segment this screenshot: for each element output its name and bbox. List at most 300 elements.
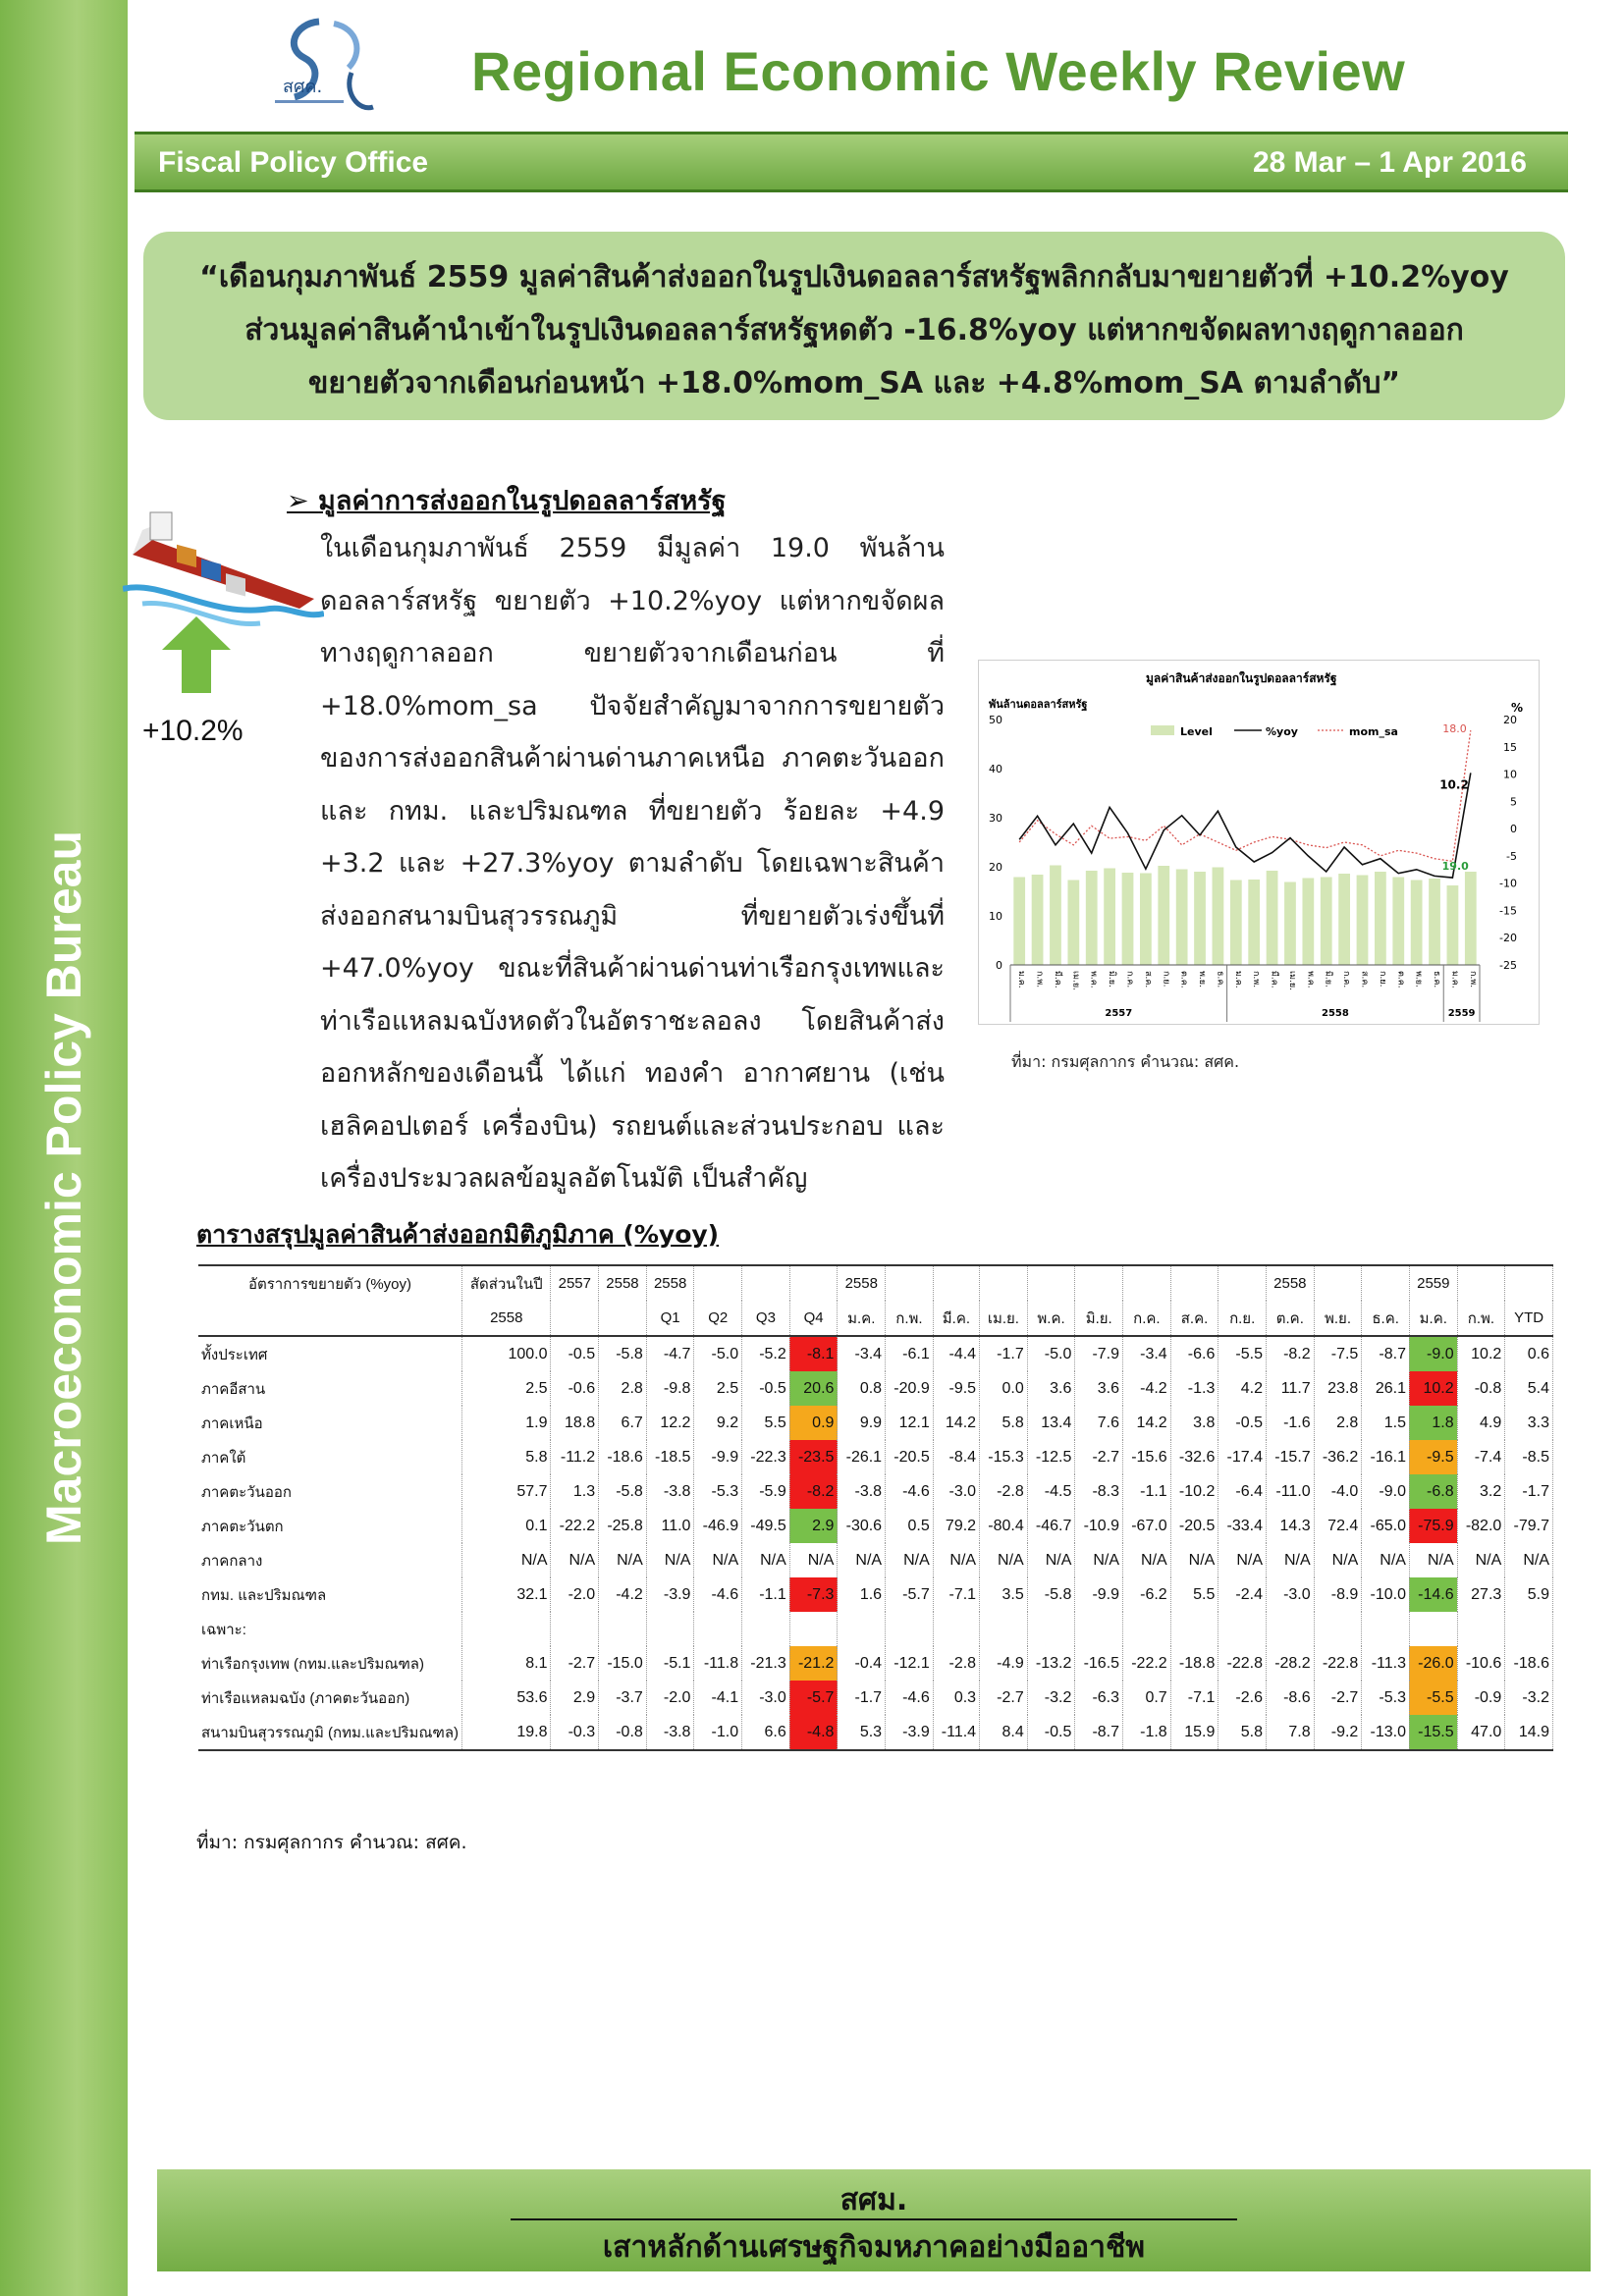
table-cell: -8.7 <box>1362 1336 1410 1371</box>
bar <box>1140 874 1152 966</box>
chart-y2label: % <box>1511 701 1524 715</box>
bar <box>1447 885 1459 965</box>
table-cell: -4.5 <box>1027 1474 1075 1509</box>
summary-quote <box>143 232 1565 420</box>
table-cell: 2558 <box>1267 1265 1315 1301</box>
table-cell: -12.5 <box>1027 1440 1075 1474</box>
x-tick-label: ก.ย. <box>1377 971 1387 988</box>
table-cell: -11.0 <box>1267 1474 1315 1509</box>
x-tick-label: ต.ค. <box>1178 971 1189 988</box>
row-label: ภาคใต้ <box>198 1440 462 1474</box>
y2-tick-label: -10 <box>1499 877 1517 890</box>
table-cell <box>694 1265 742 1301</box>
table-cell: 11.7 <box>1267 1371 1315 1406</box>
y-tick-label: 20 <box>989 861 1002 874</box>
quote-line: “เดือนกุมภาพันธ์ 2559 มูลค่าสินค้าส่งออกในรูปเงินดอลลาร์สหรัฐพลิกกลับมาขยายตัวที่ +10.2%yoy <box>199 260 1509 294</box>
table-cell: 19.8 <box>462 1715 551 1750</box>
x-tick-label: ก.ค. <box>1341 971 1352 988</box>
row-label: ภาคตะวันออก <box>198 1474 462 1509</box>
table-row <box>198 1681 1553 1715</box>
table-cell: 0.1 <box>462 1509 551 1543</box>
chart-source: ที่มา: กรมศุลกากร คำนวณ: สศค. <box>1011 1052 1240 1071</box>
series-line-mom-sa <box>1019 730 1471 861</box>
legend-swatch-level <box>1151 725 1174 735</box>
table-cell: 100.0 <box>462 1336 551 1371</box>
table-cell: -22.8 <box>1218 1646 1267 1681</box>
table-cell: -3.2 <box>1027 1681 1075 1715</box>
table-cell: -20.9 <box>886 1371 934 1406</box>
bar <box>1050 866 1061 966</box>
table-cell: -15.0 <box>599 1646 647 1681</box>
table-cell: 3.8 <box>1170 1406 1218 1440</box>
row-label: เฉพาะ: <box>198 1612 462 1646</box>
table-cell: N/A <box>1362 1543 1410 1577</box>
legend-label: Level <box>1180 725 1213 738</box>
table-cell: -1.7 <box>980 1336 1028 1371</box>
table-cell: 8.4 <box>980 1715 1028 1750</box>
table-cell: 20.6 <box>789 1371 838 1406</box>
table-cell <box>1218 1265 1267 1301</box>
footer-divider <box>511 2218 1237 2220</box>
table-cell: -9.0 <box>1362 1474 1410 1509</box>
table-header-row <box>198 1265 1553 1301</box>
table-source: ที่มา: กรมศุลกากร คำนวณ: สศค. <box>196 1832 467 1853</box>
x-tick-label: พ.ย. <box>1197 971 1208 988</box>
table-cell: 3.6 <box>1027 1371 1075 1406</box>
table-cell: ก.พ. <box>886 1301 934 1336</box>
table-cell <box>1027 1612 1075 1646</box>
table-cell: -0.5 <box>1218 1406 1267 1440</box>
table-cell: 2557 <box>551 1265 599 1301</box>
table-cell: Q4 <box>789 1301 838 1336</box>
table-cell: พ.ค. <box>1027 1301 1075 1336</box>
table-cell: -2.7 <box>551 1646 599 1681</box>
table-cell: 2558 <box>646 1265 694 1301</box>
table-cell: -15.5 <box>1409 1715 1457 1750</box>
table-cell: -7.5 <box>1314 1336 1362 1371</box>
table-cell: -8.1 <box>789 1336 838 1371</box>
table-cell: 72.4 <box>1314 1509 1362 1543</box>
table-cell: 12.2 <box>646 1406 694 1440</box>
table-cell: -3.8 <box>646 1474 694 1509</box>
table-cell: -13.2 <box>1027 1646 1075 1681</box>
table-cell: 1.9 <box>462 1406 551 1440</box>
bullet-arrow-icon: ➢ <box>287 486 319 516</box>
table-cell: 0.6 <box>1505 1336 1553 1371</box>
table-cell <box>1457 1265 1505 1301</box>
table-cell <box>742 1265 790 1301</box>
y2-tick-label: -5 <box>1506 849 1517 863</box>
bar <box>1013 878 1025 966</box>
table-cell <box>1409 1612 1457 1646</box>
bar <box>1104 869 1115 966</box>
table-cell: 10.2 <box>1409 1371 1457 1406</box>
table-cell: -14.6 <box>1409 1577 1457 1612</box>
table-cell: -10.9 <box>1075 1509 1123 1543</box>
x-tick-label: มี.ค. <box>1052 971 1062 988</box>
bar <box>1230 881 1242 966</box>
table-cell <box>551 1612 599 1646</box>
bar <box>1338 874 1350 965</box>
table-cell: N/A <box>1457 1543 1505 1577</box>
table-cell: 13.4 <box>1027 1406 1075 1440</box>
table-cell: -8.2 <box>789 1474 838 1509</box>
bar <box>1086 871 1098 965</box>
table-cell: 23.8 <box>1314 1371 1362 1406</box>
table-cell: 14.2 <box>1123 1406 1171 1440</box>
table-cell: N/A <box>1075 1543 1123 1577</box>
table-cell <box>933 1612 979 1646</box>
table-cell: 32.1 <box>462 1577 551 1612</box>
table-cell: -0.4 <box>838 1646 886 1681</box>
table-cell: -3.4 <box>1123 1336 1171 1371</box>
y-tick-label: 40 <box>989 763 1002 775</box>
table-cell: 7.6 <box>1075 1406 1123 1440</box>
table-cell: -15.7 <box>1267 1440 1315 1474</box>
row-label <box>198 1301 462 1336</box>
fpo-logo <box>265 14 393 132</box>
table-cell: -4.8 <box>789 1715 838 1750</box>
x-tick-label: เม.ย. <box>1070 971 1081 991</box>
table-cell: -9.9 <box>694 1440 742 1474</box>
table-cell: -25.8 <box>599 1509 647 1543</box>
table-cell: 1.5 <box>1362 1406 1410 1440</box>
table-cell: 3.6 <box>1075 1371 1123 1406</box>
x-tick-label: ก.พ. <box>1251 971 1262 988</box>
table-cell: N/A <box>694 1543 742 1577</box>
table-cell: -10.0 <box>1362 1577 1410 1612</box>
table-cell: 15.9 <box>1170 1715 1218 1750</box>
quote-line: ส่วนมูลค่าสินค้านำเข้าในรูปเงินดอลลาร์สหรัฐหดตัว -16.8%yoy แต่หากขจัดผลทางฤดูกาลออก <box>244 313 1464 347</box>
table-cell: -22.2 <box>551 1509 599 1543</box>
table-cell: 2.8 <box>599 1371 647 1406</box>
table-cell: -2.0 <box>551 1577 599 1612</box>
table-cell <box>789 1612 838 1646</box>
year-label: 2558 <box>1322 1008 1349 1019</box>
table-cell: 18.8 <box>551 1406 599 1440</box>
table-cell: N/A <box>1123 1543 1171 1577</box>
table-cell: 0.5 <box>886 1509 934 1543</box>
table-header-row <box>198 1301 1553 1336</box>
table-cell <box>551 1301 599 1336</box>
table-cell: 9.9 <box>838 1406 886 1440</box>
table-cell: 4.9 <box>1457 1406 1505 1440</box>
y-tick-label: 50 <box>989 714 1002 726</box>
table-cell: -4.0 <box>1314 1474 1362 1509</box>
data-label-mom: 18.0 <box>1442 722 1467 736</box>
y-tick-label: 0 <box>996 959 1002 972</box>
table-cell: ก.ค. <box>1123 1301 1171 1336</box>
table-cell: 2.9 <box>789 1509 838 1543</box>
table-cell: -0.5 <box>1027 1715 1075 1750</box>
bar <box>1194 872 1206 965</box>
table-cell: N/A <box>1505 1543 1553 1577</box>
table-cell <box>886 1612 934 1646</box>
table-cell: -8.2 <box>1267 1336 1315 1371</box>
table-cell: -22.8 <box>1314 1646 1362 1681</box>
table-cell: -33.4 <box>1218 1509 1267 1543</box>
table-cell: -9.5 <box>1409 1440 1457 1474</box>
x-tick-label: ก.ค. <box>1124 971 1135 988</box>
table-cell: -28.2 <box>1267 1646 1315 1681</box>
table-cell: -18.8 <box>1170 1646 1218 1681</box>
x-tick-label: ส.ค. <box>1359 971 1370 988</box>
table-cell: -5.7 <box>886 1577 934 1612</box>
table-cell: -11.3 <box>1362 1646 1410 1681</box>
table-cell: -82.0 <box>1457 1509 1505 1543</box>
table-cell: ส.ค. <box>1170 1301 1218 1336</box>
table-cell <box>1457 1612 1505 1646</box>
table-cell: 2.8 <box>1314 1406 1362 1440</box>
table-cell <box>646 1612 694 1646</box>
table-cell: -16.5 <box>1075 1646 1123 1681</box>
table-cell: สัดส่วนในปี <box>462 1265 551 1301</box>
table-cell: -17.4 <box>1218 1440 1267 1474</box>
table-cell: -4.2 <box>599 1577 647 1612</box>
table-cell: -6.2 <box>1123 1577 1171 1612</box>
table-cell: 3.5 <box>980 1577 1028 1612</box>
table-cell: -8.4 <box>933 1440 979 1474</box>
table-cell <box>599 1301 647 1336</box>
table-cell: -23.5 <box>789 1440 838 1474</box>
table-cell <box>789 1265 838 1301</box>
table-cell <box>1314 1612 1362 1646</box>
table-cell: ต.ค. <box>1267 1301 1315 1336</box>
table-cell: -8.7 <box>1075 1715 1123 1750</box>
table-cell: 3.2 <box>1457 1474 1505 1509</box>
table-cell: -2.6 <box>1218 1681 1267 1715</box>
table-cell: -75.9 <box>1409 1509 1457 1543</box>
table-cell: 14.2 <box>933 1406 979 1440</box>
table-cell: -0.5 <box>551 1336 599 1371</box>
table-cell <box>838 1612 886 1646</box>
header-band <box>135 132 1568 192</box>
table-cell: -3.8 <box>646 1715 694 1750</box>
x-tick-label: พ.ค. <box>1305 971 1316 988</box>
table-cell: 2.5 <box>694 1371 742 1406</box>
table-cell: -3.9 <box>886 1715 934 1750</box>
table-cell: 0.8 <box>838 1371 886 1406</box>
table-cell: -9.8 <box>646 1371 694 1406</box>
table-cell: 8.1 <box>462 1646 551 1681</box>
table-cell: -1.7 <box>1505 1474 1553 1509</box>
table-cell: 11.0 <box>646 1509 694 1543</box>
table-cell: -2.8 <box>933 1646 979 1681</box>
y2-tick-label: 0 <box>1510 823 1517 836</box>
table-cell: -22.2 <box>1123 1646 1171 1681</box>
table-cell: -18.6 <box>599 1440 647 1474</box>
table-cell: 5.8 <box>1218 1715 1267 1750</box>
table-row <box>198 1509 1553 1543</box>
table-cell: 4.2 <box>1218 1371 1267 1406</box>
table-cell: -13.0 <box>1362 1715 1410 1750</box>
quote-line: ขยายตัวจากเดือนก่อนหน้า +18.0%mom_SA และ +4.8%mom_SA ตามลำดับ” <box>307 366 1401 400</box>
table-row <box>198 1646 1553 1681</box>
table-cell: -2.8 <box>980 1474 1028 1509</box>
row-label: ท่าเรือกรุงเทพ (กทม.และปริมณฑล) <box>198 1646 462 1681</box>
table-cell: ม.ค. <box>1409 1301 1457 1336</box>
table-cell: 0.9 <box>789 1406 838 1440</box>
table-cell: -21.3 <box>742 1646 790 1681</box>
y-tick-label: 30 <box>989 812 1002 825</box>
bar <box>1248 880 1260 965</box>
table-cell: 53.6 <box>462 1681 551 1715</box>
issue-date: 28 Mar – 1 Apr 2016 <box>1252 146 1527 179</box>
table-cell <box>1075 1612 1123 1646</box>
table-row <box>198 1612 1553 1646</box>
table-cell: -4.6 <box>694 1577 742 1612</box>
table-cell: -3.0 <box>1267 1577 1315 1612</box>
section-heading <box>287 479 727 521</box>
table-row <box>198 1406 1553 1440</box>
table-cell: -2.0 <box>646 1681 694 1715</box>
table-cell: -6.1 <box>886 1336 934 1371</box>
table-cell <box>1218 1612 1267 1646</box>
footer-org: สศม. <box>839 2183 908 2217</box>
table-cell: -7.1 <box>1170 1681 1218 1715</box>
row-label: ภาคอีสาน <box>198 1371 462 1406</box>
table-row <box>198 1336 1553 1371</box>
chart-legend <box>1151 725 1398 738</box>
bar <box>1375 872 1386 965</box>
x-tick-label: พ.ย. <box>1413 971 1424 988</box>
x-tick-label: เม.ย. <box>1286 971 1297 991</box>
legend-label: mom_sa <box>1349 725 1398 738</box>
table-cell: -2.7 <box>980 1681 1028 1715</box>
table-cell: 5.4 <box>1505 1371 1553 1406</box>
table-cell: -7.3 <box>789 1577 838 1612</box>
table-cell: มิ.ย. <box>1075 1301 1123 1336</box>
table-cell: -3.7 <box>599 1681 647 1715</box>
table-cell: 1.6 <box>838 1577 886 1612</box>
table-cell: -2.7 <box>1314 1681 1362 1715</box>
table-cell: -30.6 <box>838 1509 886 1543</box>
table-cell: ก.ย. <box>1218 1301 1267 1336</box>
table-cell: -5.9 <box>742 1474 790 1509</box>
table-cell: -6.4 <box>1218 1474 1267 1509</box>
table-cell <box>1075 1265 1123 1301</box>
x-tick-label: ธ.ค. <box>1215 971 1225 988</box>
section-body: ในเดือนกุมภาพันธ์ 2559 มีมูลค่า 19.0 พันล้านดอลลาร์สหรัฐ ขยายตัว +10.2%yoy แต่หากขจัดผลทางฤดูกาลออก ขยายตัวจากเดือนก่อน ที่ +18.0%mom_sa ปัจจัยสำคัญมาจากการขยายตัวของการส่งออกสินค้าผ่านด่านภาคเหนือ ภาคตะวันออก และ กทม. และปริมณฑล ที่ขยายตัว ร้อยละ +4.9 +3.2 และ +27.3%yoy ตามลำดับ โดยเฉพาะสินค้าส่งออกสนามบินสุวรรณภูมิ ที่ขยายตัวเร่งขึ้นที่ +47.0%yoy ขณะที่สินค้าผ่านด่านท่าเรือกรุงเทพและท่าเรือแหลมฉบังหดตัวในอัตราชะลอลง โดยสินค้าส่งออกหลักของเดือนนี้ ได้แก่ ทองคำ อากาศยาน (เช่น เฮลิคอปเตอร์ เครื่องบิน) รถยนต์และส่วนประกอบ และเครื่องประมวลผลข้อมูลอัตโนมัติ เป็นสำคัญ <box>320 533 945 1194</box>
y-tick-label: 10 <box>989 910 1002 923</box>
table-cell: -22.3 <box>742 1440 790 1474</box>
row-label: ทั้งประเทศ <box>198 1336 462 1371</box>
table-cell: -7.9 <box>1075 1336 1123 1371</box>
table-cell: N/A <box>1409 1543 1457 1577</box>
bar <box>1158 866 1169 965</box>
table-cell: Q1 <box>646 1301 694 1336</box>
table-cell: -36.2 <box>1314 1440 1362 1474</box>
table-cell: 10.2 <box>1457 1336 1505 1371</box>
table-cell: -32.6 <box>1170 1440 1218 1474</box>
table-cell: -6.6 <box>1170 1336 1218 1371</box>
chart-title: มูลค่าสินค้าส่งออกในรูปดอลลาร์สหรัฐ <box>1146 671 1337 685</box>
table-cell: -4.7 <box>646 1336 694 1371</box>
table-cell: -15.3 <box>980 1440 1028 1474</box>
y2-tick-label: 10 <box>1503 768 1517 781</box>
table-cell: 1.8 <box>1409 1406 1457 1440</box>
table-cell: -1.8 <box>1123 1715 1171 1750</box>
table-row <box>198 1715 1553 1750</box>
table-cell: N/A <box>886 1543 934 1577</box>
table-cell: -3.8 <box>838 1474 886 1509</box>
table-cell: -80.4 <box>980 1509 1028 1543</box>
table-cell <box>599 1612 647 1646</box>
table-row <box>198 1371 1553 1406</box>
table-cell: -5.3 <box>1362 1681 1410 1715</box>
table-cell: -11.4 <box>933 1715 979 1750</box>
table-cell <box>1362 1265 1410 1301</box>
table-cell: -20.5 <box>886 1440 934 1474</box>
table-cell: N/A <box>1267 1543 1315 1577</box>
table-cell: N/A <box>742 1543 790 1577</box>
table-cell: -12.1 <box>886 1646 934 1681</box>
table-cell: เม.ย. <box>980 1301 1028 1336</box>
table-cell: Q3 <box>742 1301 790 1336</box>
bar <box>1357 876 1369 966</box>
year-label: 2557 <box>1105 1008 1133 1019</box>
table-cell: -79.7 <box>1505 1509 1553 1543</box>
table-cell: -3.0 <box>742 1681 790 1715</box>
table-cell: 0.7 <box>1123 1681 1171 1715</box>
table-cell: 26.1 <box>1362 1371 1410 1406</box>
data-label-level: 19.0 <box>1441 860 1469 873</box>
table-cell: 5.8 <box>462 1440 551 1474</box>
table-cell: 2559 <box>1409 1265 1457 1301</box>
table-cell: 5.8 <box>980 1406 1028 1440</box>
table-cell: N/A <box>789 1543 838 1577</box>
y2-tick-label: 5 <box>1510 795 1517 809</box>
table-cell: -3.9 <box>646 1577 694 1612</box>
table-cell: -3.0 <box>933 1474 979 1509</box>
table-cell: N/A <box>933 1543 979 1577</box>
x-tick-label: ก.พ. <box>1467 971 1478 988</box>
row-label: อัตราการขยายตัว (%yoy) <box>198 1265 462 1301</box>
table-cell: พ.ย. <box>1314 1301 1362 1336</box>
table-cell: 6.7 <box>599 1406 647 1440</box>
table-cell: 0.3 <box>933 1681 979 1715</box>
legend-label: %yoy <box>1266 725 1298 738</box>
x-tick-label: มิ.ย. <box>1107 971 1117 988</box>
row-label: ภาคตะวันตก <box>198 1509 462 1543</box>
table-cell: -8.6 <box>1267 1681 1315 1715</box>
x-tick-label: ก.พ. <box>1034 971 1045 988</box>
y2-tick-label: -25 <box>1499 959 1517 972</box>
chart-ylabel: พันล้านดอลลาร์สหรัฐ <box>989 698 1088 711</box>
table-cell <box>980 1612 1028 1646</box>
bar <box>1321 878 1332 966</box>
office-name: Fiscal Policy Office <box>158 146 429 179</box>
table-cell: -18.5 <box>646 1440 694 1474</box>
table-cell: -10.6 <box>1457 1646 1505 1681</box>
table-cell: -0.5 <box>742 1371 790 1406</box>
table-cell: 27.3 <box>1457 1577 1505 1612</box>
table-cell: -65.0 <box>1362 1509 1410 1543</box>
table-cell: N/A <box>599 1543 647 1577</box>
year-label: 2559 <box>1447 1008 1476 1019</box>
table-cell: 14.9 <box>1505 1715 1553 1750</box>
table-cell: N/A <box>646 1543 694 1577</box>
table-cell: -10.2 <box>1170 1474 1218 1509</box>
table-cell: Q2 <box>694 1301 742 1336</box>
row-label: ท่าเรือแหลมฉบัง (ภาคตะวันออก) <box>198 1681 462 1715</box>
table-cell: -18.6 <box>1505 1646 1553 1681</box>
table-row <box>198 1577 1553 1612</box>
table-cell: -4.6 <box>886 1474 934 1509</box>
table-cell: -1.1 <box>1123 1474 1171 1509</box>
x-tick-label: ก.ย. <box>1161 971 1171 988</box>
table-cell: -5.8 <box>599 1336 647 1371</box>
